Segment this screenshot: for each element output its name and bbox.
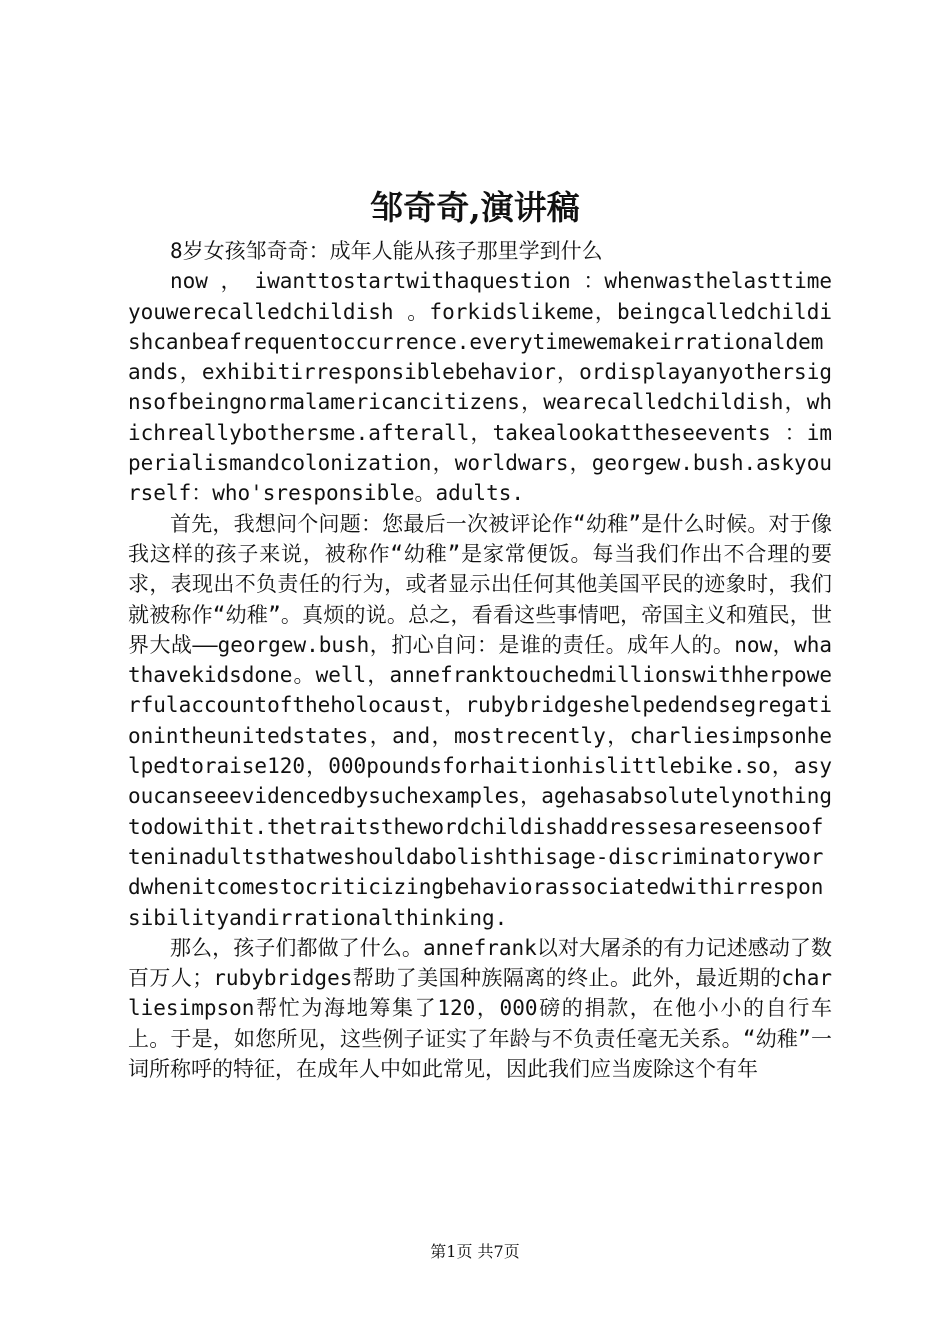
paragraph-chinese-2: 那么，孩子们都做了什么。annefrank以对大屠杀的有力记述感动了数百万人；rubybridges帮助了美国种族隔离的终止。此外，最近期的charliesimpson帮忙为海地筹集了120，000磅的捐款，在他小小的自行车上。于是，如您所见，这些例子证实了年龄与不负责任毫无关系。“幼稚”一词所称呼的特征，在成年人中如此常见，因此我们应当废除这个有年	[128, 935, 832, 1082]
document-body	[128, 236, 832, 1084]
paragraph-subtitle: 8岁女孩邹奇奇：成年人能从孩子那里学到什么	[170, 239, 603, 263]
page-number-footer: 第1页 共7页	[430, 1242, 520, 1261]
paragraph-english: now ， iwanttostartwithaquestion ：whenwasthelasttimeyouwerecalledchildish 。forkidslikeme，beingcalledchildishcanbeafrequentoccurrence.everytimewemakeirrationaldemands，exhibitirresponsiblebehavior，ordisplayanyothersignsofbeingnormalamericancitizens，wearecalledchildish，whichreallybothersme.afterall，takealookattheseevents ：imperialismandcolonization，worldwars，georgew.bush.askyourself：who'sresponsible。adults.	[128, 269, 832, 506]
document-title: 邹奇奇,演讲稿	[370, 188, 580, 227]
paragraph-chinese-1: 首先，我想问个问题：您最后一次被评论作“幼稚”是什么时候。对于像我这样的孩子来说，被称作“幼稚”是家常便饭。每当我们作出不合理的要求，表现出不负责任的行为，或者显示出任何其他美国平民的迹象时，我们就被称作“幼稚”。真烦的说。总之，看看这些事情吧，帝国主义和殖民，世界大战——georgew.bush，扪心自问：是谁的责任。成年人的。now，whathavekidsdone。well，annefranktouchedmillionswithherpowerfulaccountoftheholocaust，rubybridgeshelpedendsegregationintheunitedstates，and，mostrecently，charliesimpsonhelpedtoraise120，000poundsforhaitionhislittlebike.so，asyoucanseeevidencedbysuchexamples，agehasabsolutelynothingtodowithit.thetraitsthewordchildishaddressesareseensoofteninadultsthatweshouldabolishthisage-discriminatorywordwhenitcomestocriticizingbehaviorassociatedwithirresponsibilityandirrationalthinking.	[128, 511, 833, 930]
